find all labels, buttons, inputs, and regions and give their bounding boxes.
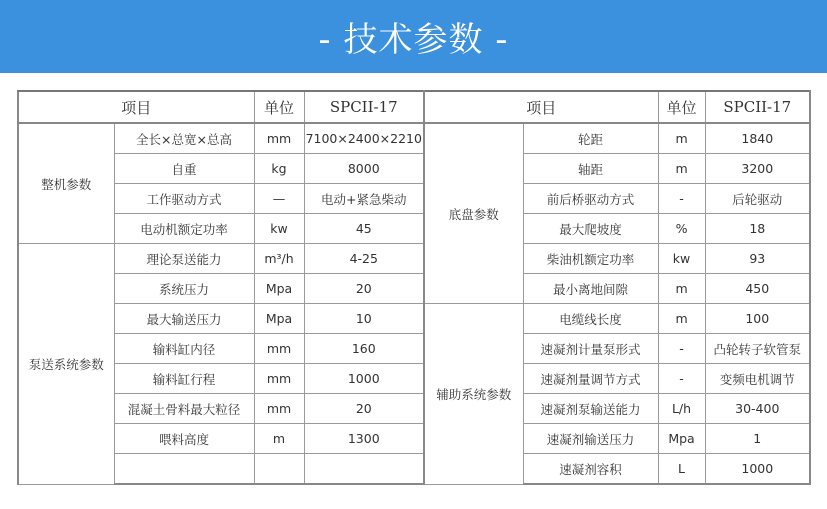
param-name: 输料缸行程	[114, 364, 254, 394]
param-unit: -	[658, 334, 705, 364]
param-value: 1840	[705, 123, 810, 154]
table-header-row	[18, 91, 810, 123]
header-item: 项目	[18, 91, 254, 123]
param-unit: m	[658, 123, 705, 154]
param-value: 450	[705, 274, 810, 304]
param-unit: mm	[254, 394, 304, 424]
param-value: 1000	[705, 454, 810, 485]
param-value: 18	[705, 214, 810, 244]
param-unit: m	[254, 424, 304, 454]
param-name: 电缆线长度	[523, 304, 658, 334]
param-value	[304, 454, 424, 485]
param-unit: L	[658, 454, 705, 485]
param-value: 电动+紧急柴动	[304, 184, 424, 214]
table-row	[18, 394, 810, 424]
param-name: 输料缸内径	[114, 334, 254, 364]
group-label-aux: 辅助系统参数	[424, 304, 523, 485]
param-name: 工作驱动方式	[114, 184, 254, 214]
table-row	[18, 364, 810, 394]
title-banner	[0, 0, 827, 73]
table-row	[18, 154, 810, 184]
param-value: 变频电机调节	[705, 364, 810, 394]
group-label-machine: 整机参数	[18, 123, 114, 244]
param-name: 速凝剂输送压力	[523, 424, 658, 454]
param-name: 喂料高度	[114, 424, 254, 454]
spec-table	[17, 90, 811, 485]
param-name: 电动机额定功率	[114, 214, 254, 244]
param-value: 10	[304, 304, 424, 334]
param-value: 20	[304, 394, 424, 424]
param-unit: Mpa	[658, 424, 705, 454]
param-unit: %	[658, 214, 705, 244]
param-name: 速凝剂量调节方式	[523, 364, 658, 394]
param-name: 轮距	[523, 123, 658, 154]
param-value: 4-25	[304, 244, 424, 274]
param-name: 混凝土骨料最大粒径	[114, 394, 254, 424]
header-unit: 单位	[254, 91, 304, 123]
table-row	[18, 304, 810, 334]
param-unit: m	[658, 154, 705, 184]
param-unit: L/h	[658, 394, 705, 424]
param-value: 凸轮转子软管泵	[705, 334, 810, 364]
param-name: 系统压力	[114, 274, 254, 304]
param-name: 理论泵送能力	[114, 244, 254, 274]
header-model-2: SPCII-17	[705, 91, 810, 123]
page-title: - 技术参数 -	[318, 20, 509, 60]
table-row	[18, 454, 810, 485]
param-name: 全长×总宽×总高	[114, 123, 254, 154]
param-value: 8000	[304, 154, 424, 184]
table-row	[18, 184, 810, 214]
param-unit: m³/h	[254, 244, 304, 274]
param-unit: mm	[254, 334, 304, 364]
table-row	[18, 334, 810, 364]
param-value: 1	[705, 424, 810, 454]
param-name: 最大输送压力	[114, 304, 254, 334]
header-model: SPCII-17	[304, 91, 424, 123]
param-unit: -	[658, 364, 705, 394]
param-name	[114, 454, 254, 485]
param-unit: —	[254, 184, 304, 214]
param-name: 自重	[114, 154, 254, 184]
param-name: 柴油机额定功率	[523, 244, 658, 274]
param-unit: Mpa	[254, 304, 304, 334]
group-label-pump: 泵送系统参数	[18, 244, 114, 485]
param-name: 最大爬坡度	[523, 214, 658, 244]
param-name: 最小离地间隙	[523, 274, 658, 304]
group-label-chassis: 底盘参数	[424, 123, 523, 304]
param-unit: m	[658, 274, 705, 304]
table-row	[18, 214, 810, 244]
table-row	[18, 424, 810, 454]
param-value: 100	[705, 304, 810, 334]
table-row	[18, 244, 810, 274]
table-row	[18, 274, 810, 304]
param-unit: kw	[254, 214, 304, 244]
param-value: 45	[304, 214, 424, 244]
param-value: 30-400	[705, 394, 810, 424]
param-value: 后轮驱动	[705, 184, 810, 214]
param-value: 3200	[705, 154, 810, 184]
param-unit: mm	[254, 123, 304, 154]
param-unit: m	[658, 304, 705, 334]
param-unit	[254, 454, 304, 485]
param-value: 20	[304, 274, 424, 304]
param-value: 160	[304, 334, 424, 364]
header-item-2: 项目	[424, 91, 658, 123]
param-name: 速凝剂容积	[523, 454, 658, 485]
param-value: 7100×2400×2210	[304, 123, 424, 154]
param-name: 轴距	[523, 154, 658, 184]
param-unit: kg	[254, 154, 304, 184]
param-unit: Mpa	[254, 274, 304, 304]
param-unit: -	[658, 184, 705, 214]
param-name: 速凝剂计量泵形式	[523, 334, 658, 364]
param-name: 前后桥驱动方式	[523, 184, 658, 214]
param-unit: mm	[254, 364, 304, 394]
header-unit-2: 单位	[658, 91, 705, 123]
param-value: 93	[705, 244, 810, 274]
table-row	[18, 123, 810, 154]
param-unit: kw	[658, 244, 705, 274]
param-value: 1000	[304, 364, 424, 394]
param-value: 1300	[304, 424, 424, 454]
param-name: 速凝剂泵输送能力	[523, 394, 658, 424]
